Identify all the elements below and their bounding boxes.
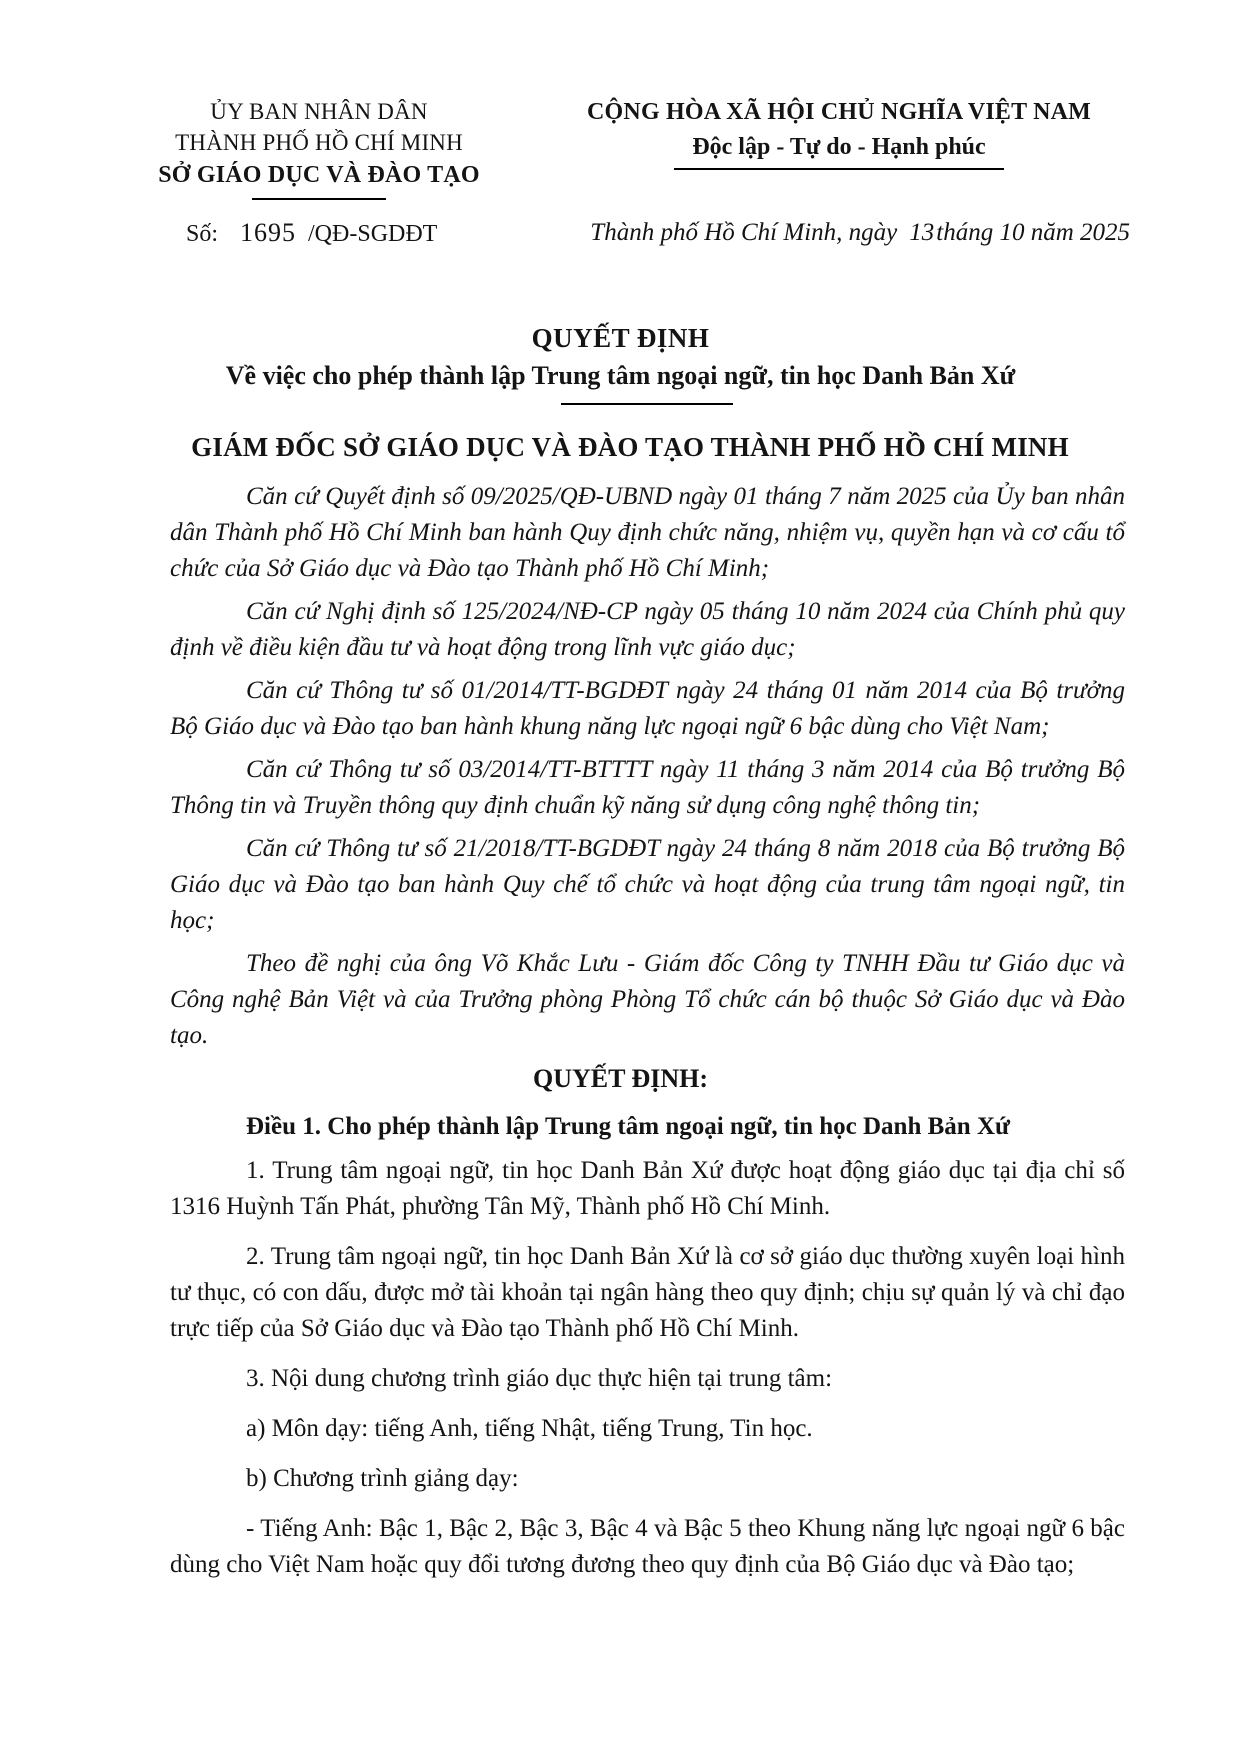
- decision-command: QUYẾT ĐỊNH:: [532, 1064, 709, 1093]
- document-header: [0, 0, 1241, 200]
- org-name: SỞ GIÁO DỤC VÀ ĐÀO TẠO: [158, 162, 480, 188]
- preamble-paragraph: Căn cứ Nghị định số 125/2024/NĐ-CP ngày 05 tháng 10 năm 2024 của Chính phủ quy định về điều kiện đầu tư và hoạt động trong lĩnh vực giáo dục;: [170, 598, 1125, 661]
- article-item: 3. Nội dung chương trình giáo dục thực hiện tại trung tâm:: [246, 1365, 833, 1392]
- issuer-heading: GIÁM ĐỐC SỞ GIÁO DỤC VÀ ĐÀO TẠO THÀNH PHỐ HỒ CHÍ MINH: [191, 432, 1069, 462]
- document-number: [186, 216, 437, 251]
- article-1-section: [170, 1109, 1125, 1583]
- preamble-paragraph: Căn cứ Quyết định số 09/2025/QĐ-UBND ngày 01 tháng 7 năm 2025 của Ủy ban nhân dân Thành phố Hồ Chí Minh ban hành Quy định chức năng, nhiệm vụ, quyền hạn và cơ cấu tổ chức của Sở Giáo dục và Đào tạo Thành phố Hồ Chí Minh;: [170, 483, 1125, 582]
- date-line-rest: tháng 10 năm 2025: [936, 219, 1130, 246]
- article-item: 1. Trung tâm ngoại ngữ, tin học Danh Bản Xứ được hoạt động giáo dục tại địa chỉ số 1316 Huỳnh Tấn Phát, phường Tân Mỹ, Thành phố Hồ Chí Minh.: [170, 1157, 1125, 1220]
- document-meta-row: [0, 216, 1241, 251]
- preamble-paragraph: Theo đề nghị của ông Võ Khắc Lưu - Giám đốc Công ty TNHH Đầu tư Giáo dục và Công nghệ Bản Việt và của Trưởng phòng Phòng Tổ chức cán bộ thuộc Sở Giáo dục và Đào tạo.: [170, 950, 1125, 1049]
- org-underline-rule: [252, 198, 386, 200]
- title-separator-rule: [561, 403, 733, 405]
- preamble-paragraph: Căn cứ Thông tư số 03/2014/TT-BTTTT ngày 11 tháng 3 năm 2014 của Bộ trưởng Bộ Thông tin và Truyền thông quy định chuẩn kỹ năng sử dụng công nghệ thông tin;: [170, 756, 1125, 819]
- document-title: QUYẾT ĐỊNH: [531, 323, 710, 353]
- date-line-prefix: Thành phố Hồ Chí Minh, ngày: [590, 219, 898, 246]
- document-number-label: Số:: [186, 221, 219, 247]
- document-number-suffix: /QĐ-SGDĐT: [308, 221, 438, 247]
- article-item: - Tiếng Anh: Bậc 1, Bậc 2, Bậc 3, Bậc 4 và Bậc 5 theo Khung năng lực ngoại ngữ 6 bậc dùng cho Việt Nam hoặc quy đổi tương đương theo quy định của Bộ Giáo dục và Đào tạo;: [170, 1515, 1125, 1578]
- date-line-day: 13: [909, 219, 935, 246]
- org-parent-line1: ỦY BAN NHÂN DÂN: [210, 99, 428, 124]
- document-number-value: 1695: [240, 218, 297, 247]
- preamble-section: [170, 479, 1125, 1054]
- document-subject: Về việc cho phép thành lập Trung tâm ngoại ngữ, tin học Danh Bản Xứ: [225, 361, 1016, 390]
- national-header-block: [575, 96, 1103, 170]
- title-block: [0, 321, 1241, 405]
- article-1-heading: Điều 1. Cho phép thành lập Trung tâm ngoại ngữ, tin học Danh Bản Xứ: [246, 1113, 1011, 1140]
- issuing-org-block: [135, 96, 503, 200]
- article-item: b) Chương trình giảng dạy:: [246, 1465, 519, 1492]
- motto-underline-rule: [674, 168, 1004, 170]
- article-item: 2. Trung tâm ngoại ngữ, tin học Danh Bản Xứ là cơ sở giáo dục thường xuyên loại hình tư thục, có con dấu, được mở tài khoản tại ngân hàng theo quy định; chịu sự quản lý và chỉ đạo trực tiếp của Sở Giáo dục và Đào tạo Thành phố Hồ Chí Minh.: [170, 1243, 1125, 1342]
- date-line: [590, 216, 1130, 251]
- preamble-paragraph: Căn cứ Thông tư số 21/2018/TT-BGDĐT ngày 24 tháng 8 năm 2018 của Bộ trưởng Bộ Giáo dục và Đào tạo ban hành Quy chế tổ chức và hoạt động của trung tâm ngoại ngữ, tin học;: [170, 835, 1125, 934]
- preamble-paragraph: Căn cứ Thông tư số 01/2014/TT-BGDĐT ngày 24 tháng 01 năm 2014 của Bộ trưởng Bộ Giáo dục và Đào tạo ban hành khung năng lực ngoại ngữ 6 bậc dùng cho Việt Nam;: [170, 677, 1125, 740]
- national-motto: Độc lập - Tự do - Hạnh phúc: [692, 134, 986, 160]
- article-item: a) Môn dạy: tiếng Anh, tiếng Nhật, tiếng Trung, Tin học.: [246, 1415, 813, 1442]
- national-title: CỘNG HÒA XÃ HỘI CHỦ NGHĨA VIỆT NAM: [587, 99, 1091, 125]
- org-parent-line2: THÀNH PHỐ HỒ CHÍ MINH: [175, 130, 463, 155]
